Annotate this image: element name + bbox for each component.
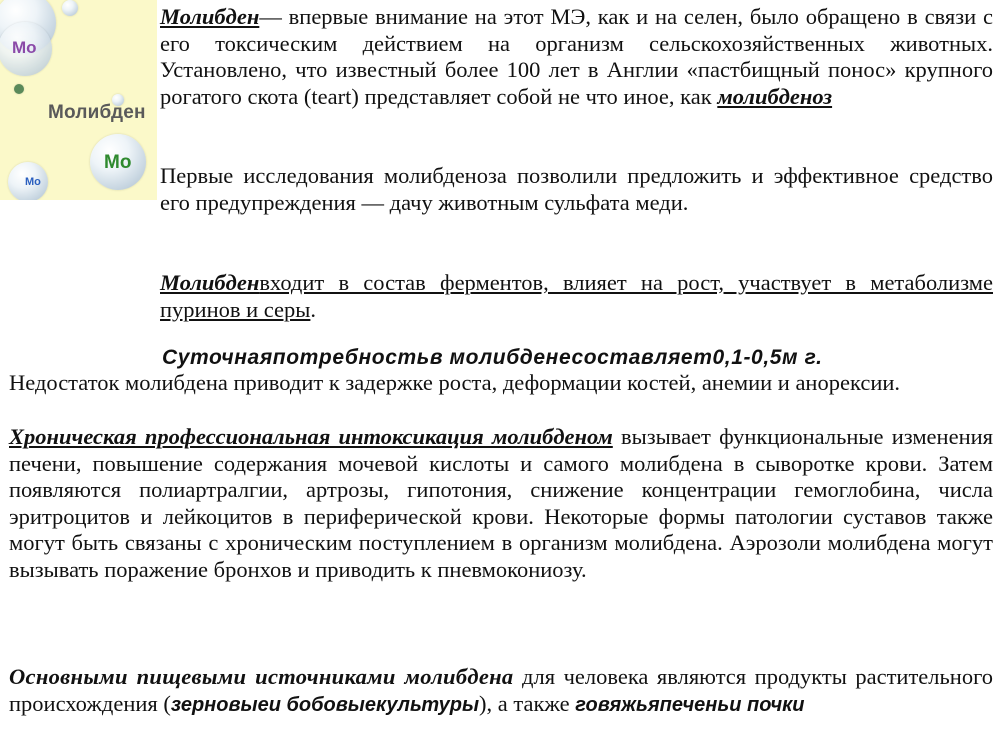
intro-text: — впервые внимание на этот МЭ, как и на селен, было обращено в связи с его токсическим действием на организм сельскохозяйственных животных. Установлено, что известный более 100 лет в Англии «пастбищный понос» крупного рогатого скота (teart) представляет собой не что иное, как bbox=[160, 4, 993, 109]
enzymes-end: . bbox=[310, 296, 317, 322]
research-text: Первые исследования молибденоза позволили предложить и эффективное средство его предупреждения — дачу животным сульфата меди. bbox=[160, 163, 993, 215]
mo-symbol-1: Mo bbox=[12, 38, 37, 57]
term-molybdenum-2: Молибден bbox=[160, 270, 260, 295]
mo-symbol-3: Mo bbox=[25, 176, 41, 188]
sources-text-2: ), а также bbox=[479, 690, 576, 716]
molecule-ball-small bbox=[62, 0, 78, 16]
daily-requirement-text: Суточнаяпотребностьв молибденесоставляет0,1-0,5м г. bbox=[162, 346, 823, 369]
term-molybdenosis: молибденоз bbox=[717, 83, 833, 109]
paragraph-intro bbox=[160, 4, 993, 110]
paragraph-intoxication bbox=[9, 424, 993, 583]
sources-text-1: для человека являются продукты растительного происхождения ( bbox=[9, 664, 993, 716]
intoxication-text: вызывает функциональные изменения печени, повышение содержания мочевой кислоты и самого молибдена в сыворотке крови. Затем появляются полиартралгии, артрозы, гипотония, снижение концентрации гемоглобина, числа эритроцитов и лейкоцитов в периферической крови. Некоторые формы патологии суставов также могут быть связаны с хроническим поступлением в организм молибдена. Аэрозоли молибдена могут вызывать поражение бронхов и приводить к пневмокониозу. bbox=[9, 424, 993, 582]
term-liver-kidneys: говяжьяпеченьи почки bbox=[575, 693, 805, 716]
paragraph-deficiency bbox=[9, 370, 993, 397]
mo-symbol-2: Mo bbox=[104, 152, 132, 173]
paragraph-enzymes bbox=[160, 270, 993, 323]
molecule-ball-tiny bbox=[14, 84, 24, 94]
term-food-sources: Основными пищевыми источниками молибдена bbox=[9, 664, 514, 689]
term-chronic-intoxication: Хроническая профессиональная интоксикация молибденом bbox=[9, 424, 613, 449]
daily-requirement bbox=[162, 345, 995, 372]
paragraph-research bbox=[160, 163, 993, 216]
term-molybdenum: Молибден bbox=[160, 4, 260, 29]
term-crops: зерновыеи бобовыекультуры bbox=[170, 693, 480, 716]
paragraph-sources bbox=[9, 664, 993, 718]
molybdenum-illustration bbox=[0, 0, 157, 200]
deficiency-text: Недостаток молибдена приводит к задержке роста, деформации костей, анемии и анорексии. bbox=[9, 370, 901, 395]
illustration-caption: Молибден bbox=[48, 102, 146, 123]
enzymes-text: входит в состав ферментов, влияет на рост, участвует в метаболизме пуринов и серы bbox=[160, 270, 993, 322]
